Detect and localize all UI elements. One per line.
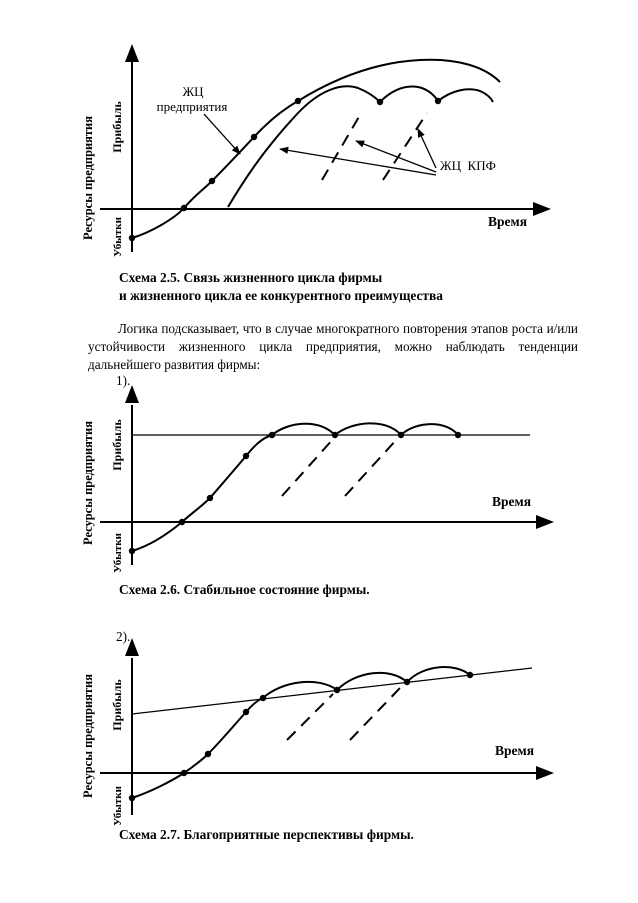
dashed-line-1: [287, 694, 333, 740]
curve-point: [377, 99, 383, 105]
curve-point: [467, 672, 473, 678]
loss-label: Убытки: [112, 533, 124, 573]
curve-point: [129, 548, 135, 554]
zhc-kpf-label: ЖЦ КПФ: [440, 158, 496, 173]
scheme-2-6-diagram: [0, 385, 638, 575]
scheme-2-6-caption: Схема 2.6. Стабильное состояние фирмы.: [119, 582, 370, 597]
curve-point: [251, 134, 257, 140]
y-axis-label: Ресурсы предприятия: [81, 115, 95, 240]
profit-label: Прибыль: [110, 679, 124, 731]
firm-life-cycle-curve: [132, 435, 272, 551]
curve-point: [129, 235, 135, 241]
scheme-2-5-caption-line1: Схема 2.5. Связь жизненного цикла фирмы: [119, 270, 383, 285]
x-axis-label: Время: [492, 494, 532, 509]
curve-point: [435, 98, 441, 104]
growth-arc-1: [263, 682, 337, 698]
x-axis-arrowhead: [533, 202, 551, 216]
dashed-line-1: [282, 438, 334, 496]
curve-point: [269, 432, 275, 438]
dashed-line-2: [350, 688, 400, 740]
zhc-enterprise-pointer: [204, 114, 240, 154]
curve-point: [295, 98, 301, 104]
kpf-dashed-line-1: [322, 115, 360, 180]
y-axis-label: Ресурсы предприятия: [81, 673, 95, 798]
y-axis-label: Ресурсы предприятия: [81, 420, 95, 545]
curve-point: [334, 687, 340, 693]
body-paragraph-text: Логика подсказывает, что в случае многократного повторения этапов роста и/или устойчивости жизненного цикла предприятия, можно наблюдать тенденции дальнейшего развития фирмы:: [88, 321, 578, 372]
growth-arc-3: [407, 667, 470, 682]
zhc-enterprise-label-line1: ЖЦ: [182, 84, 204, 99]
dashed-line-2: [345, 438, 398, 496]
x-axis-label: Время: [495, 743, 535, 758]
curve-point: [181, 205, 187, 211]
curve-point: [332, 432, 338, 438]
curve-point: [243, 453, 249, 459]
curve-point: [260, 695, 266, 701]
stable-arc-1: [272, 424, 335, 435]
growth-arc-2: [337, 673, 407, 690]
item-2-label: 2).: [116, 629, 131, 644]
kpf-curve-1: [228, 86, 380, 207]
x-axis-arrowhead: [536, 515, 554, 529]
curve-point: [207, 495, 213, 501]
kpf-curve-2: [380, 87, 438, 102]
curve-point: [129, 795, 135, 801]
kpf-pointer-2: [356, 141, 436, 172]
curve-point: [455, 432, 461, 438]
kpf-curve-3: [438, 89, 493, 102]
curve-point: [243, 709, 249, 715]
curve-point: [398, 432, 404, 438]
y-axis-arrowhead: [125, 638, 139, 656]
loss-label: Убытки: [112, 786, 124, 826]
curve-point: [209, 178, 215, 184]
scheme-2-7-caption: Схема 2.7. Благоприятные перспективы фирмы.: [119, 827, 414, 842]
curve-point: [205, 751, 211, 757]
kpf-pointer-1: [280, 149, 436, 175]
scheme-2-5-diagram: [0, 0, 638, 260]
x-axis-arrowhead: [536, 766, 554, 780]
stable-arc-3: [401, 424, 458, 435]
scheme-2-5-caption-line2: и жизненного цикла ее конкурентного преимущества: [119, 288, 443, 303]
curve-point: [181, 770, 187, 776]
curve-point: [404, 679, 410, 685]
y-axis-arrowhead: [125, 385, 139, 403]
y-axis-arrowhead: [125, 44, 139, 62]
item-1-label: 1).: [116, 373, 131, 388]
scheme-2-7-diagram: [0, 640, 638, 830]
x-axis-label: Время: [488, 214, 528, 229]
kpf-pointer-3: [418, 129, 436, 168]
loss-label: Убытки: [112, 217, 124, 257]
curve-point: [179, 519, 185, 525]
profit-label: Прибыль: [110, 101, 124, 153]
zhc-enterprise-label-line2: предприятия: [156, 99, 228, 114]
profit-label: Прибыль: [110, 419, 124, 471]
stable-arc-2: [335, 423, 401, 435]
body-paragraph: [88, 320, 578, 374]
